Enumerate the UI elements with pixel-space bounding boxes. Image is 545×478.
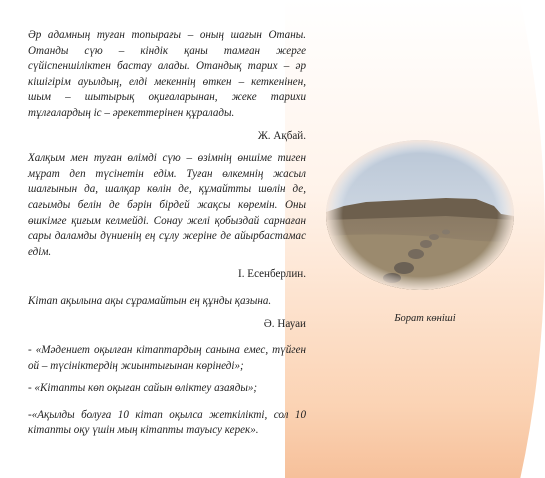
quote-1: - «Мәдениет оқылған кітаптардың санына емес, түйген ой – түсініктердің жиынтығынан көрінеді»; xyxy=(28,344,306,372)
author-2: І. Есенберлин. xyxy=(238,268,306,281)
author-3: Ә. Науаи xyxy=(263,317,306,330)
landscape-image xyxy=(326,140,514,290)
text-column xyxy=(28,28,306,439)
paragraph-2: Халқым мен туған өлімді сүю – өзімнің өншіме тиген мұрат деп түсінетін едім. Туған өлкемнің жасыл шалғынын да, шалқар көлін де, құмайтты шөлін де, сағымды белін де бәрін бірдей жақсы көремін. Оны өшкімге қиғым келмейді. Сонау желі қобыздай сарнаған сары даламды дүниенің ең сұлу жеріне де айырбастамас едім. xyxy=(28,152,306,258)
paragraph-3: Кітап ақылына ақы сұрамайтын ең құнды қазына. xyxy=(28,294,272,307)
photo-caption: Борат көніші xyxy=(394,313,456,324)
quote-2: - «Кітапты көп оқыған сайын өліктеу азаяды»; xyxy=(28,382,258,395)
author-1: Ж. Ақбай. xyxy=(257,129,306,142)
landscape-photo xyxy=(326,140,514,290)
quote-3: -«Ақылды болуға 10 кітап оқылса жеткілікті, сол 10 кітапты оқу үшін мың кітапты тауысу керек». xyxy=(28,408,306,437)
paragraph-1: Әр адамның туған топырағы – оның шағын Отаны. Отанды сүю – кіндік қаны тамған жерге сүйіспеншіліктен бастау алады. Отандық тарих – әр кішігірім ауылдың, елді мекеннің өткен – кеткенінен, шым – шытырық оқиғаларынан, жеке тарихи тұлғалардың іс – әрекеттерінен құралады. xyxy=(28,29,306,119)
